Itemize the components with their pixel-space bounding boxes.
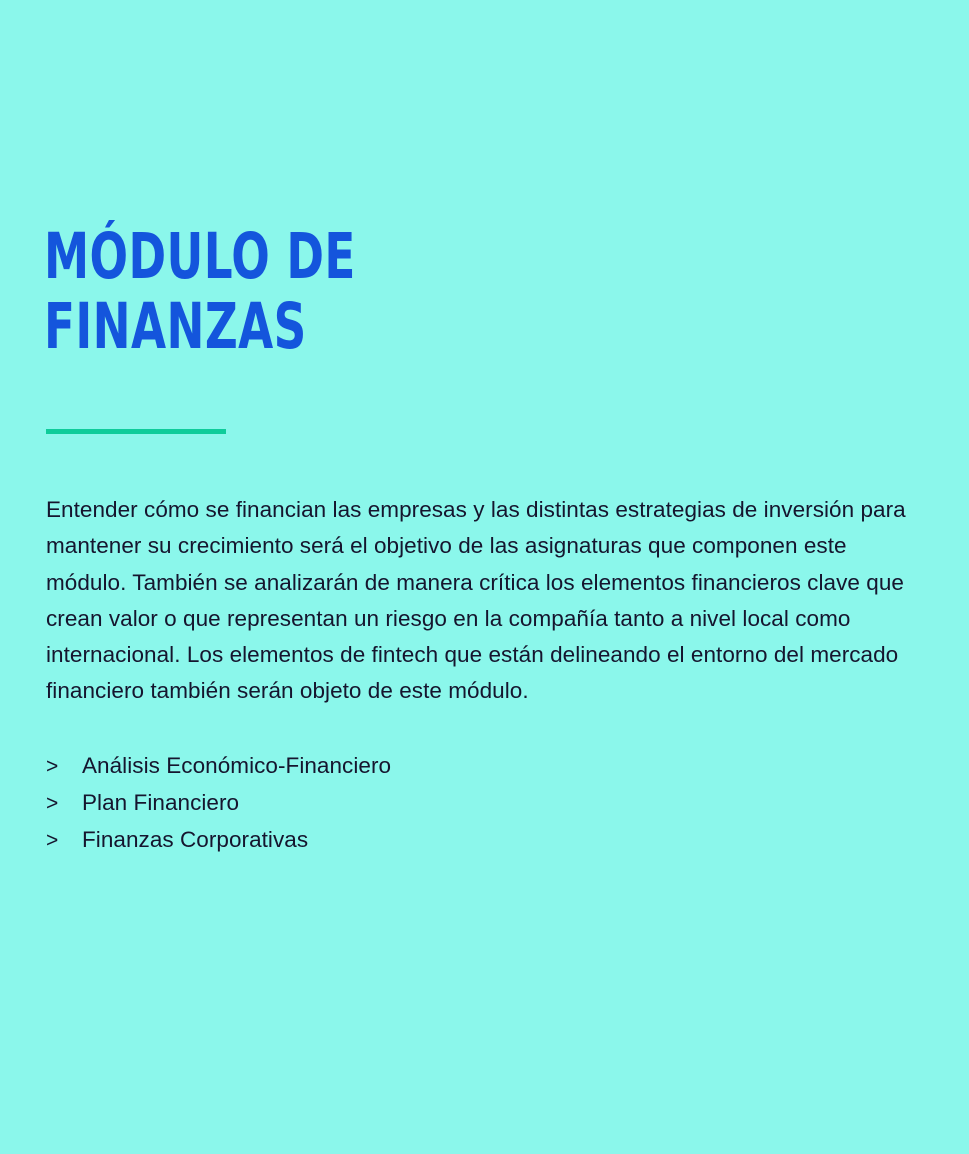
list-item	[46, 785, 746, 822]
topic-list	[46, 748, 746, 859]
title-divider	[46, 429, 226, 434]
chevron-right-icon: >	[46, 829, 59, 852]
chevron-right-icon: >	[46, 755, 59, 778]
page-title-line-1: MÓDULO DE	[44, 220, 356, 293]
page-title	[44, 222, 744, 362]
module-description: Entender cómo se financian las empresas y las distintas estrategias de inversión para mantener su crecimiento será el objetivo de las asignaturas que componen este módulo. También se analizarán de manera crítica los elementos financieros clave que crean valor o que representan un riesgo en la compañía tanto a nivel local como internacional. Los elementos de fintech que están delineando el entorno del mercado financiero también serán objeto de este módulo.	[46, 497, 906, 704]
list-item-label: Finanzas Corporativas	[82, 827, 309, 852]
list-item-label: Análisis Económico-Financiero	[82, 753, 392, 778]
list-item	[46, 822, 746, 859]
page-title-line-2: FINANZAS	[44, 290, 307, 363]
list-item	[46, 748, 746, 785]
chevron-right-icon: >	[46, 792, 59, 815]
list-item-label: Plan Financiero	[82, 790, 240, 815]
